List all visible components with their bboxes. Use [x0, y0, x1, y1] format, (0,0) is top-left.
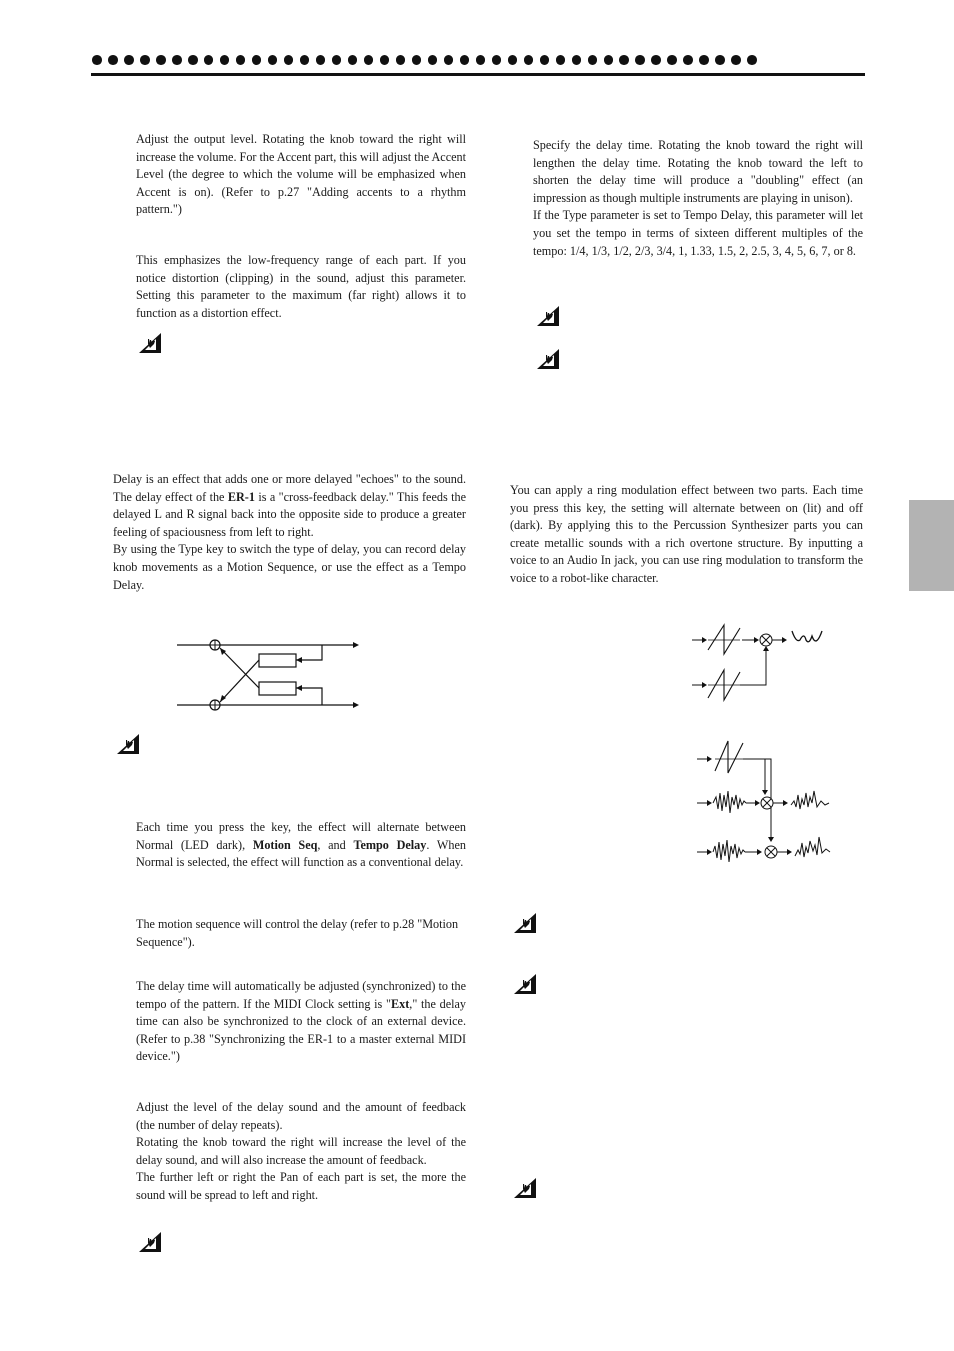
- warning-hand-icon: [513, 912, 537, 934]
- header-dot: [476, 55, 486, 65]
- type-and: , and: [317, 837, 354, 852]
- header-dot: [619, 55, 629, 65]
- header-dot-row: [92, 55, 757, 67]
- header-dot: [204, 55, 214, 65]
- brand-name: ER-1: [227, 489, 255, 504]
- cross-feedback-delay-diagram: [170, 635, 360, 715]
- delay-intro-text-a: Delay is an effect that adds one or more delayed "echoes" to the sound. The delay effect of the: [113, 472, 466, 504]
- boost-description: This emphasizes the low-frequency range of each part. If you notice distortion (clipping) in the sound, adjust this parameter. Setting this parameter to the maximum (far right) allows it to function as a distortion effect.: [136, 253, 466, 320]
- warning-hand-icon: [138, 332, 162, 354]
- ring-mod-diagram-noise: [695, 735, 835, 865]
- delay-time-description: [533, 137, 863, 260]
- header-dot: [172, 55, 182, 65]
- tempo-delay-description: [136, 978, 466, 1066]
- header-dot: [715, 55, 725, 65]
- header-dot: [124, 55, 134, 65]
- warning-hand-icon: [536, 348, 560, 370]
- header-dot: [364, 55, 374, 65]
- header-dot: [188, 55, 198, 65]
- header-dot: [508, 55, 518, 65]
- delay-time-text-b: If the Type parameter is set to Tempo Delay, this parameter will let you set the tempo in terms of sixteen different multiples of the tempo: 1/4, 1/3, 1/2, 2/3, 3/4, 1, 1.33, 1.5, 2, 2.5, 3, 4, 5, 6, 7, or 8.: [533, 208, 863, 258]
- header-dot: [651, 55, 661, 65]
- delay-intro-text-b: is a "cross-feedback delay." This feeds the delayed L and R signal back into the opposite side to produce a greater feeling of spaciousness from left to right.: [113, 489, 466, 539]
- header-dot: [300, 55, 310, 65]
- header-dot: [348, 55, 358, 65]
- depth-text-b: Rotating the knob toward the right will increase the level of the delay sound, and will also increase the amount of feedback.: [136, 1135, 466, 1167]
- warning-hand-icon: [138, 1231, 162, 1253]
- header-dot: [444, 55, 454, 65]
- header-dot: [635, 55, 645, 65]
- header-dot: [412, 55, 422, 65]
- tempo-delay-label: Tempo Delay: [353, 837, 427, 852]
- warning-hand-icon: [513, 973, 537, 995]
- header-dot: [220, 55, 230, 65]
- header-dot: [731, 55, 741, 65]
- header-dot: [380, 55, 390, 65]
- delay-intro: [113, 471, 466, 594]
- type-text-a: Each time you press the key, the effect will alternate between Normal (LED dark),: [136, 820, 466, 852]
- level-description: Adjust the output level. Rotating the knob toward the right will increase the volume. For the Accent part, this will adjust the Accent Level (the degree to which the volume will be emphasized when Accent is on). (Refer to p.27 "Adding accents to a rhythm pattern."): [136, 132, 466, 217]
- motion-seq-description: The motion sequence will control the delay (refer to p.28 "Motion Sequence").: [136, 917, 459, 949]
- delay-time-text-a: Specify the delay time. Rotating the knob toward the right will lengthen the delay time. Rotating the knob toward the left to shorten the delay time will produce a "doubling" effect (an impression as though multiple instruments are playing in unison).: [533, 138, 863, 205]
- header-dot: [236, 55, 246, 65]
- header-dot: [747, 55, 757, 65]
- header-dot: [667, 55, 677, 65]
- motion-seq-label: Motion Seq: [252, 837, 318, 852]
- header-dot: [268, 55, 278, 65]
- header-dot: [428, 55, 438, 65]
- ring-mod-diagram-saw: [688, 620, 828, 710]
- header-dot: [524, 55, 534, 65]
- header-dot: [604, 55, 614, 65]
- header-dot: [460, 55, 470, 65]
- header-dot: [252, 55, 262, 65]
- delay-intro-text-c: By using the Type key to switch the type of delay, you can record delay knob movements as a Motion Sequence, or use the effect as a Tempo Delay.: [113, 542, 466, 592]
- depth-text-a: Adjust the level of the delay sound and the amount of feedback (the number of delay repeats).: [136, 1100, 466, 1132]
- tempo-text-b: ," the delay time can also be synchronized to the clock of an external device. (Refer to p.38 "Synchronizing the ER-1 to a master external MIDI device."): [136, 996, 466, 1064]
- header-dot: [556, 55, 566, 65]
- warning-hand-icon: [513, 1177, 537, 1199]
- ring-mod-description: You can apply a ring modulation effect between two parts. Each time you press this key, the setting will alternate between on (lit) and off (dark). By applying this to the Percussion Synthesizer parts you can create metallic sounds with a rich overtone structure. By inputting a voice to an Audio In jack, you can use ring modulation to transform the voice to a robot-like character.: [510, 483, 863, 585]
- header-dot: [108, 55, 118, 65]
- header-dot: [92, 55, 102, 65]
- header-dot: [156, 55, 166, 65]
- header-rule: [91, 73, 865, 76]
- ext-label: Ext: [390, 996, 410, 1011]
- header-dot: [492, 55, 502, 65]
- header-dot: [699, 55, 709, 65]
- header-dot: [588, 55, 598, 65]
- warning-hand-icon: [536, 305, 560, 327]
- depth-description: [136, 1099, 466, 1205]
- header-dot: [140, 55, 150, 65]
- header-dot: [572, 55, 582, 65]
- chapter-tab: [909, 500, 954, 591]
- type-description: [136, 819, 466, 872]
- warning-hand-icon: [116, 733, 140, 755]
- depth-text-c: The further left or right the Pan of each part is set, the more the sound will be spread to left and right.: [136, 1170, 466, 1202]
- header-dot: [396, 55, 406, 65]
- header-dot: [332, 55, 342, 65]
- header-dot: [316, 55, 326, 65]
- tempo-text-a: The delay time will automatically be adjusted (synchronized) to the tempo of the pattern. If the MIDI Clock setting is ": [136, 979, 466, 1011]
- header-dot: [683, 55, 693, 65]
- type-text-b: . When Normal is selected, the effect will function as a conventional delay.: [136, 837, 466, 870]
- header-dot: [540, 55, 550, 65]
- header-dot: [284, 55, 294, 65]
